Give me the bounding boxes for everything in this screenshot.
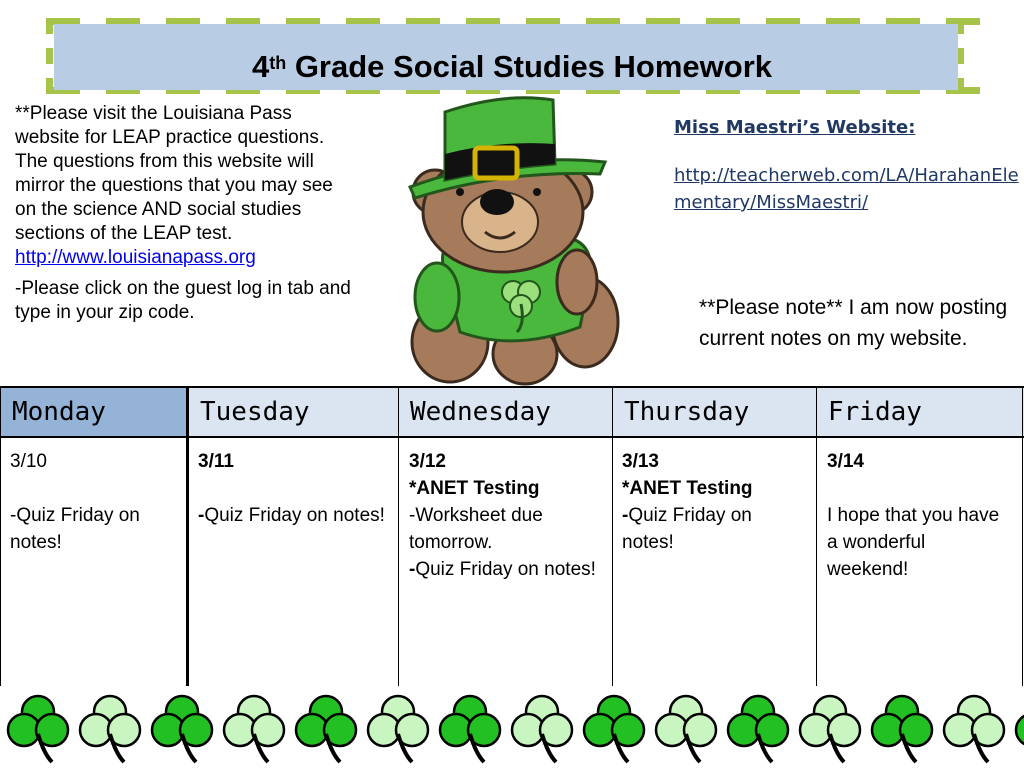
shamrock-icon xyxy=(80,696,140,762)
shamrock-icon xyxy=(152,696,212,762)
shamrock-icon xyxy=(584,696,644,762)
notes-announcement: **Please note** I am now posting current notes on my website. xyxy=(699,296,1008,350)
date-label: 3/10 xyxy=(10,451,47,472)
note-paragraph: **Please visit the Louisiana Pass website for LEAP practice questions. The questions from this website will mirror the questions that you may see on the science AND social studies sections of the LEAP test. xyxy=(15,103,333,244)
weekend-message: I hope that you have a wonderful weekend! xyxy=(827,505,1000,580)
homework-table xyxy=(0,386,1024,686)
shamrock-icon xyxy=(8,696,68,762)
homework-item: -Quiz Friday on notes! xyxy=(10,505,140,553)
shamrock-icon xyxy=(800,696,860,762)
shamrock-icon xyxy=(368,696,428,762)
homework-item: -Worksheet due tomorrow. xyxy=(409,505,543,553)
testing-note: *ANET Testing xyxy=(622,478,753,499)
header-monday: Monday xyxy=(0,386,188,438)
shamrock-icon xyxy=(728,696,788,762)
shamrock-icon xyxy=(296,696,356,762)
website-label: Miss Maestri’s Website: xyxy=(674,117,916,138)
column-divider xyxy=(612,386,613,686)
shamrock-icon xyxy=(224,696,284,762)
website-link[interactable]: http://teacherweb.com/LA/HarahanElementary/MissMaestri/ xyxy=(674,165,1019,213)
thursday-cell xyxy=(622,448,816,556)
date-label: 3/12 xyxy=(409,451,446,472)
wednesday-cell xyxy=(409,448,612,583)
friday-cell xyxy=(827,448,1017,583)
homework-item: -Quiz Friday on notes! xyxy=(409,559,596,580)
shamrock-icon xyxy=(872,696,932,762)
louisiana-pass-link[interactable]: http://www.louisianapass.org xyxy=(15,247,256,268)
shamrock-icon xyxy=(440,696,500,762)
date-label: 3/13 xyxy=(622,451,659,472)
header-wednesday: Wednesday xyxy=(398,386,612,438)
monday-cell xyxy=(10,448,186,556)
header-tuesday: Tuesday xyxy=(188,386,398,438)
shamrock-icon xyxy=(656,696,716,762)
column-divider xyxy=(816,386,817,686)
note-instruction: -Please click on the guest log in tab and type in your zip code. xyxy=(15,278,351,323)
shamrock-icon xyxy=(512,696,572,762)
table-border xyxy=(0,386,1,686)
column-divider xyxy=(186,386,189,686)
tuesday-cell xyxy=(198,448,398,529)
banner-dash xyxy=(46,18,53,34)
header-friday: Friday xyxy=(816,386,1024,438)
shamrock-border xyxy=(0,686,1024,768)
homework-item: -Quiz Friday on notes! xyxy=(622,505,752,553)
shamrock-icon xyxy=(1016,696,1024,762)
testing-note: *ANET Testing xyxy=(409,478,540,499)
page-title: 4th Grade Social Studies Homework xyxy=(251,49,773,84)
leprechaun-bear-icon xyxy=(405,92,625,388)
table-border xyxy=(1022,386,1023,686)
banner-dash xyxy=(957,18,964,34)
homework-item: -Quiz Friday on notes! xyxy=(198,505,385,526)
header-thursday: Thursday xyxy=(612,386,816,438)
column-divider xyxy=(398,386,399,686)
shamrock-icon xyxy=(944,696,1004,762)
date-label: 3/11 xyxy=(198,451,234,472)
date-label: 3/14 xyxy=(827,451,864,472)
louisiana-pass-note xyxy=(15,102,355,325)
